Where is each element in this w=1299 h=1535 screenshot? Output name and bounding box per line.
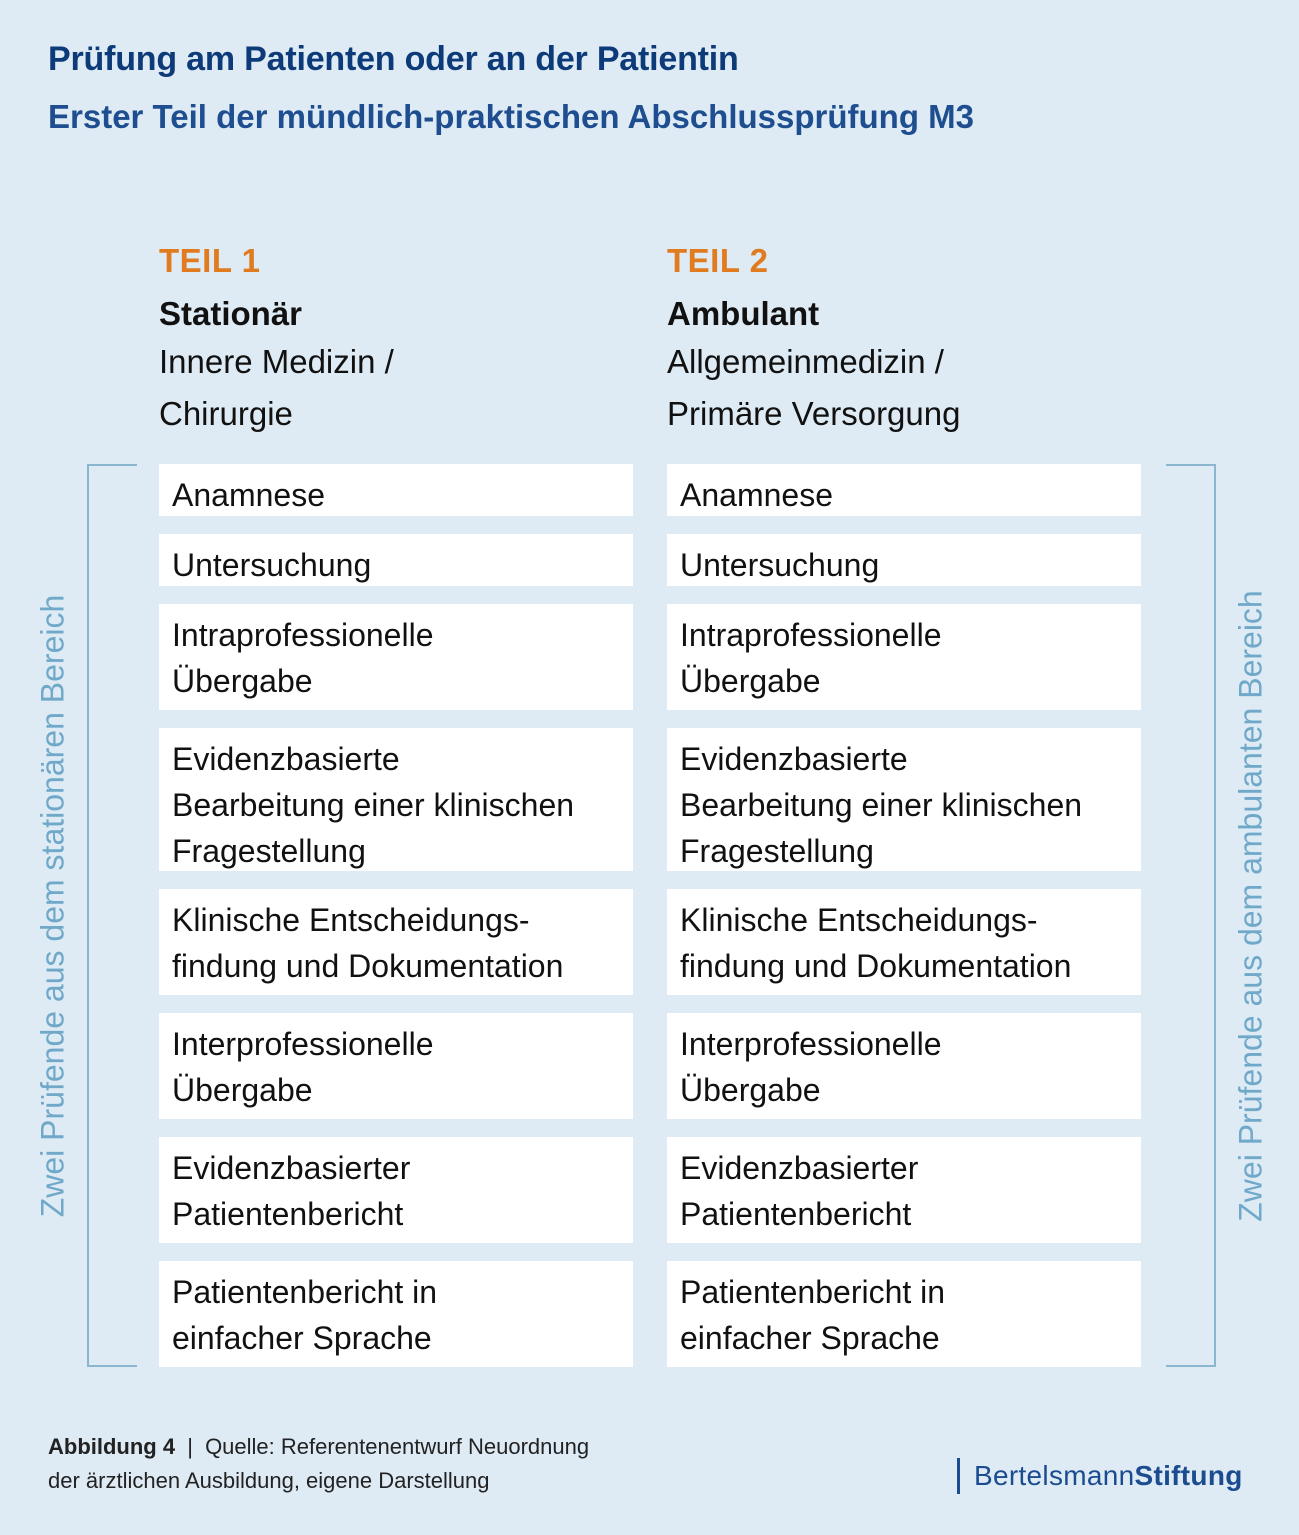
list-item-anamnese: Anamnese — [159, 464, 633, 516]
list-item-interprofessionelle-uebergabe: Interprofessionelle Übergabe — [667, 1013, 1141, 1119]
list-item-patientenbericht-einfache-sprache: Patientenbericht in einfacher Sprache — [667, 1261, 1141, 1367]
side-label-ambulant-examiners: Zwei Prüfende aus dem ambulanten Bereich — [1232, 590, 1269, 1222]
discipline-line-1: Allgemeinmedizin / — [667, 343, 944, 380]
list-item-untersuchung: Untersuchung — [667, 534, 1141, 586]
list-item-klinische-entscheidungsfindung: Klinische Entscheidungs- findung und Dokumentation — [159, 889, 633, 995]
discipline-label — [667, 336, 1141, 440]
discipline-line-2: Primäre Versorgung — [667, 395, 961, 432]
side-label-stationary-examiners: Zwei Prüfende aus dem stationären Bereich — [34, 594, 71, 1218]
setting-label: Stationär — [159, 295, 303, 332]
left-bracket — [87, 464, 137, 1367]
list-item-interprofessionelle-uebergabe: Interprofessionelle Übergabe — [159, 1013, 633, 1119]
list-item-klinische-entscheidungsfindung: Klinische Entscheidungs- findung und Dokumentation — [667, 889, 1141, 995]
caption-separator: | — [187, 1434, 193, 1459]
figure-caption — [48, 1430, 589, 1498]
page-subtitle: Erster Teil der mündlich-praktischen Abschlussprüfung M3 — [48, 98, 974, 135]
list-item-evidenzbasierter-patientenbericht: Evidenzbasierter Patientenbericht — [667, 1137, 1141, 1243]
source-line-2: der ärztlichen Ausbildung, eigene Darstellung — [48, 1468, 490, 1493]
right-bracket — [1166, 464, 1216, 1367]
list-item-patientenbericht-einfache-sprache: Patientenbericht in einfacher Sprache — [159, 1261, 633, 1367]
bertelsmann-stiftung-logo — [957, 1458, 1243, 1494]
discipline-label — [159, 336, 633, 440]
logo-text-part-1: Bertelsmann — [974, 1460, 1135, 1491]
source-line-1: Quelle: Referentenentwurf Neuordnung — [205, 1434, 590, 1459]
column-teil-1-header — [159, 240, 633, 440]
logo-text-part-2: Stiftung — [1134, 1460, 1243, 1491]
figure-number: Abbildung 4 — [48, 1434, 176, 1459]
list-item-untersuchung: Untersuchung — [159, 534, 633, 586]
list-item-anamnese: Anamnese — [667, 464, 1141, 516]
discipline-line-2: Chirurgie — [159, 395, 293, 432]
list-item-evidenzbasierte-bearbeitung: Evidenzbasierte Bearbeitung einer klinischen Fragestellung — [159, 728, 633, 871]
list-item-intraprofessionelle-uebergabe: Intraprofessionelle Übergabe — [667, 604, 1141, 710]
list-item-evidenzbasierter-patientenbericht: Evidenzbasierter Patientenbericht — [159, 1137, 633, 1243]
list-item-evidenzbasierte-bearbeitung: Evidenzbasierte Bearbeitung einer klinischen Fragestellung — [667, 728, 1141, 871]
page-title: Prüfung am Patienten oder an der Patientin — [48, 40, 739, 78]
teil-label: TEIL 2 — [667, 242, 769, 279]
discipline-line-1: Innere Medizin / — [159, 343, 394, 380]
list-item-intraprofessionelle-uebergabe: Intraprofessionelle Übergabe — [159, 604, 633, 710]
teil-label: TEIL 1 — [159, 242, 261, 279]
column-teil-2-header — [667, 240, 1141, 440]
setting-label: Ambulant — [667, 295, 820, 332]
